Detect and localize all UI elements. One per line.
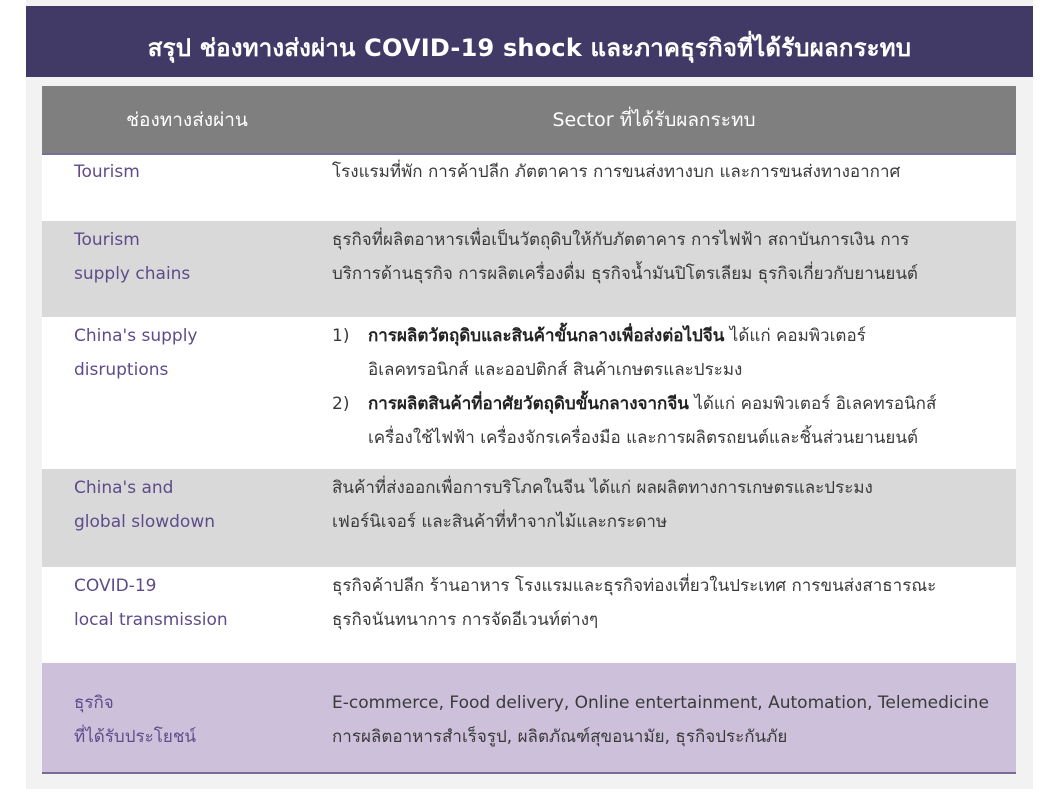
table-row-tourism bbox=[42, 155, 1016, 221]
item-line2: เครื่องใช้ไฟฟ้า เครื่องจักรเครื่องมือ และการผลิตรถยนต์และชิ้นส่วนยานยนต์ bbox=[368, 428, 918, 448]
sector-line: สินค้าที่ส่งออกเพื่อการบริโภคในจีน ได้แก่ ผลผลิตทางการเกษตรและประมง bbox=[332, 478, 873, 498]
channel-line: ที่ได้รับประโยชน์ bbox=[74, 727, 197, 747]
title-bar bbox=[26, 6, 1033, 77]
channel-line: disruptions bbox=[74, 360, 169, 380]
item-line2: อิเลคทรอนิกส์ และออปติกส์ สินค้าเกษตรและประมง bbox=[368, 360, 743, 380]
sector-line: ธุรกิจนันทนาการ การจัดอีเวนท์ต่างๆ bbox=[332, 610, 599, 630]
channel-line: ธุรกิจ bbox=[74, 693, 114, 713]
channel-line: China's and bbox=[74, 478, 174, 498]
numbered-item bbox=[332, 319, 1016, 387]
table-bottom-border bbox=[42, 772, 1016, 774]
sector-cell bbox=[332, 319, 1016, 469]
table-row-china-supply-disruptions bbox=[42, 317, 1016, 469]
sector-line: บริการด้านธุรกิจ การผลิตเครื่องดื่ม ธุรกิจน้ำมันปิโตรเลียม ธุรกิจเกี่ยวกับยานยนต์ bbox=[332, 264, 918, 284]
sector-cell bbox=[332, 471, 1016, 567]
channel-line: Tourism bbox=[74, 162, 140, 182]
sector-line: การผลิตอาหารสำเร็จรูป, ผลิตภัณฑ์สุขอนามัย, ธุรกิจประกันภัย bbox=[332, 727, 788, 747]
header-channel: ช่องทางส่งผ่าน bbox=[126, 108, 248, 131]
sector-cell bbox=[332, 223, 1016, 317]
table-row-china-global-slowdown bbox=[42, 469, 1016, 567]
table-header bbox=[42, 86, 1016, 155]
sector-line: ธุรกิจค้าปลีก ร้านอาหาร โรงแรมและธุรกิจท่องเที่ยวในประเทศ การขนส่งสาธารณะ bbox=[332, 576, 937, 596]
channel-line: local transmission bbox=[74, 610, 228, 630]
item-text: ได้แก่ คอมพิวเตอร์ bbox=[724, 326, 866, 346]
sector-cell bbox=[332, 686, 1016, 774]
channel-line: supply chains bbox=[74, 264, 191, 284]
table-row-beneficiaries bbox=[42, 663, 1016, 774]
item-text: ได้แก่ คอมพิวเตอร์ อิเลคทรอนิกส์ bbox=[688, 394, 937, 414]
channel-cell bbox=[42, 569, 332, 663]
channel-cell bbox=[42, 319, 332, 469]
sector-cell bbox=[332, 155, 1016, 221]
item-bold-text: การผลิตวัตถุดิบและสินค้าขั้นกลางเพื่อส่งต่อไปจีน bbox=[368, 326, 725, 346]
summary-table bbox=[42, 86, 1016, 774]
channel-cell bbox=[42, 155, 332, 221]
table-row-tourism-supply-chains bbox=[42, 221, 1016, 317]
item-number: 2) bbox=[332, 394, 350, 414]
channel-line: global slowdown bbox=[74, 512, 216, 532]
table-row-covid-local-transmission bbox=[42, 567, 1016, 663]
sector-line: โรงแรมที่พัก การค้าปลีก ภัตตาคาร การขนส่งทางบก และการขนส่งทางอากาศ bbox=[332, 162, 901, 182]
numbered-item bbox=[332, 387, 1016, 455]
item-number: 1) bbox=[332, 326, 350, 346]
sector-line: E-commerce, Food delivery, Online entertainment, Automation, Telemedicine bbox=[332, 693, 989, 713]
sector-line: ธุรกิจที่ผลิตอาหารเพื่อเป็นวัตถุดิบให้กับภัตตาคาร การไฟฟ้า สถาบันการเงิน การ bbox=[332, 230, 910, 250]
item-bold-text: การผลิตสินค้าที่อาศัยวัตถุดิบขั้นกลางจากจีน bbox=[368, 394, 689, 414]
channel-line: Tourism bbox=[74, 230, 140, 250]
header-sector: Sector ที่ได้รับผลกระทบ bbox=[552, 108, 756, 131]
sector-line: เฟอร์นิเจอร์ และสินค้าที่ทำจากไม้และกระดาษ bbox=[332, 512, 668, 532]
channel-cell bbox=[42, 471, 332, 567]
sector-cell bbox=[332, 569, 1016, 663]
slide-title: สรุป ช่องทางส่งผ่าน COVID-19 shock และภาคธุรกิจที่ได้รับผลกระทบ bbox=[147, 34, 912, 62]
channel-line: China's supply bbox=[74, 326, 198, 346]
channel-line: COVID-19 bbox=[74, 576, 157, 596]
channel-cell bbox=[42, 223, 332, 317]
channel-cell bbox=[42, 686, 332, 774]
